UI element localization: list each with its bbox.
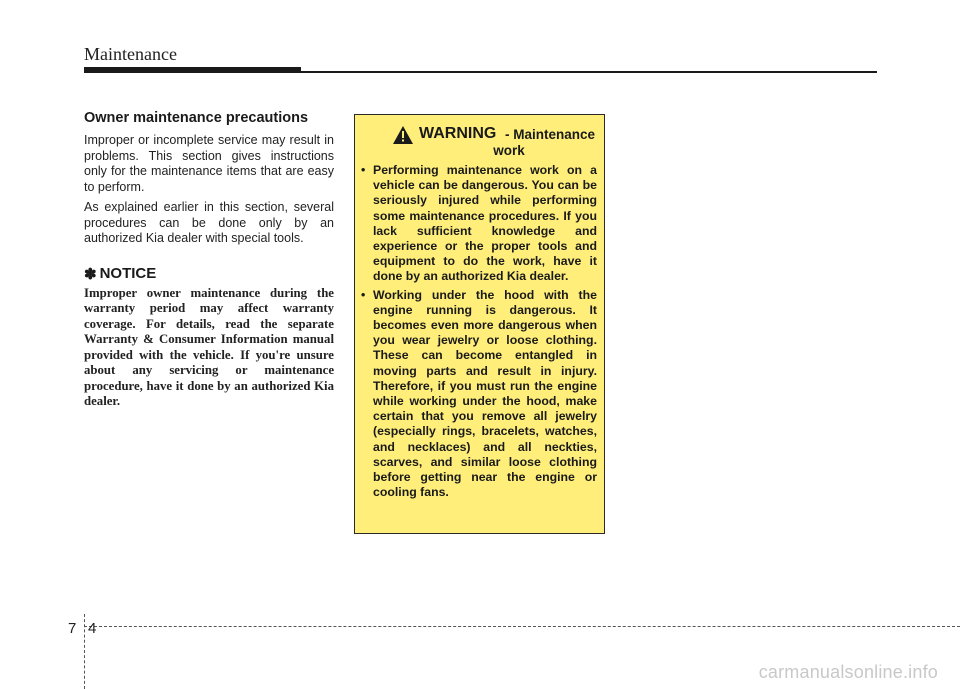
warning-label: WARNING (419, 125, 497, 142)
warning-item-text: Performing maintenance work on a vehicle can be dangerous. You can be seriously injured while performing some maintenance procedures. If you lack sufficient knowledge and experience or the proper tools and equipment to do the work, have it done by an authorized Kia dealer. (373, 163, 597, 284)
header-rule-thin (301, 71, 877, 73)
warning-box (354, 114, 605, 534)
notice-label: NOTICE (99, 265, 157, 282)
page-number-value: 4 (88, 620, 97, 637)
page-header-title: Maintenance (84, 44, 177, 64)
notice-text: Improper owner maintenance during the warranty period may affect warranty coverage. For details, read the separate Warranty & Consumer Information manual provided with the vehicle. If you're unsure about any servicing or maintenance procedure, have it done by an authorized Kia dealer. (84, 285, 334, 408)
intro-paragraph: Improper or incomplete service may result in problems. This section gives instructions only for the maintenance items that are easy to perform. (84, 133, 334, 194)
header-rule-thick (84, 67, 301, 73)
warning-subtitle-line2: work (493, 143, 525, 158)
footer-rule (84, 626, 960, 627)
main-text-column (84, 110, 334, 410)
warning-item (355, 163, 604, 285)
warning-list (355, 163, 604, 503)
warning-item-text: Working under the hood with the engine running is dangerous. It becomes even more dangerous when you wear jewelry or loose clothing. These can become entangled in moving parts and result in injury. Therefore, if you must run the engine while working under the hood, make certain that you remove all jewelry (especially rings, bracelets, watches, and necklaces) and all neckties, scarves, and similar loose clothing before getting near the engine or cooling fans. (373, 287, 597, 500)
section-heading: Owner maintenance precautions (84, 110, 309, 126)
warning-triangle-icon (393, 126, 413, 144)
footer-vertical-rule (84, 614, 85, 689)
notice-star-icon: ✽ (84, 265, 97, 283)
dealer-paragraph: As explained earlier in this section, several procedures can be done only by an authorized Kia dealer with special tools. (84, 200, 334, 245)
warning-subtitle-line1: - Maintenance (505, 127, 596, 142)
bullet-icon: • (361, 163, 366, 177)
bullet-icon: • (361, 287, 366, 302)
notice-heading (84, 265, 334, 283)
chapter-number: 7 (68, 620, 77, 637)
watermark: carmanualsonline.info (758, 662, 938, 682)
warning-item (355, 288, 604, 501)
warning-header (355, 125, 604, 161)
